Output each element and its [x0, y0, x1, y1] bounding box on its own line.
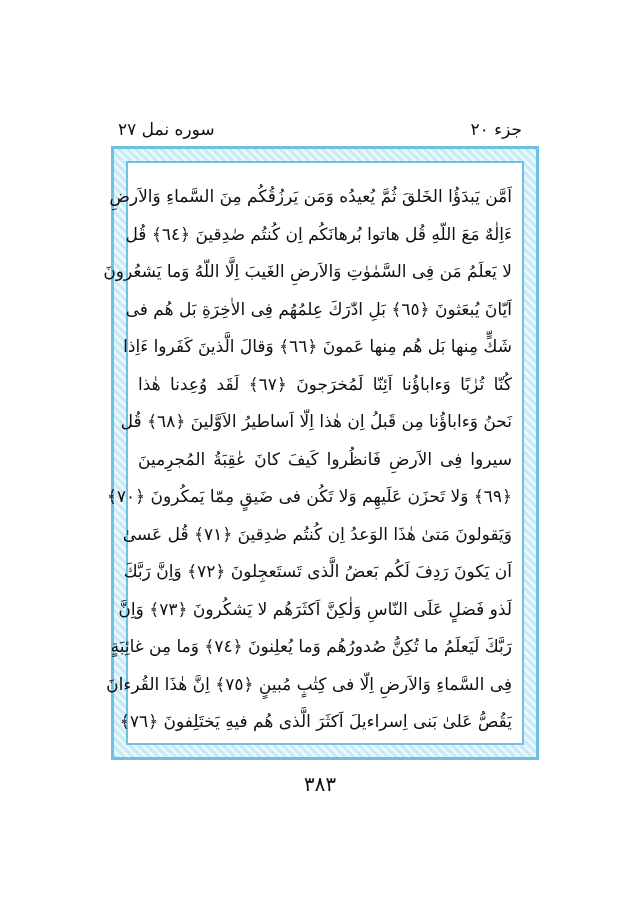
text-line: نَحنُ وَءاباؤُنا مِن قَبلُ اِن هٰذا اِلّا اَساطيرُ الاَوَّلينَ ﴿٦٨﴾ قُل [120, 412, 512, 432]
text-line: اَمَّن يَبدَؤُا الخَلقَ ثُمَّ يُعيدُه وَمَن يَرزُقُكُم مِنَ السَّماءِ وَالاَرضِ [109, 187, 512, 207]
text-line: لَذو فَضلٍ عَلَى النّاسِ وَلٰكِنَّ اَكثَرَهُم لا يَشكُرونَ ﴿٧٣﴾ وَاِنَّ [118, 599, 512, 620]
surah-label: سوره نمل ٢٧ [118, 120, 215, 140]
text-panel [103, 161, 524, 745]
text-line: كُنّا تُرٰبًا وَءاباؤُنا اَئِنّا لَمُخرَجونَ ﴿٦٧﴾ لَقَد وُعِدنا هٰذا [138, 374, 512, 395]
page-number: ٣٨٣ [303, 772, 337, 796]
juz-label: جزء ٢٠ [470, 120, 522, 140]
text-line: يَقُصُّ عَلىٰ بَنى اِسراءيلَ اَكثَرَ الَّذى هُم فيهِ يَختَلِفونَ ﴿٧٦﴾ [119, 712, 512, 732]
text-line: لا يَعلَمُ مَن فِى السَّمٰوٰتِ وَالاَرضِ الغَيبَ اِلَّا اللّهُ وَما يَشعُرونَ [103, 262, 512, 282]
decorative-frame [103, 146, 539, 760]
page-header [118, 118, 522, 142]
text-line: سيروا فِى الاَرضِ فَانظُروا كَيفَ كانَ عٰقِبَةُ المُجرِمينَ [138, 449, 512, 470]
text-line: شَكٍّ مِنها بَل هُم مِنها عَمونَ ﴿٦٦﴾ وَقالَ الَّذينَ كَفَروا ءَاِذا [123, 337, 512, 357]
text-line: رَبَّكَ لَيَعلَمُ ما تُكِنُّ صُدورُهُم وَما يُعلِنونَ ﴿٧٤﴾ وَما مِن غائِبَةٍ [110, 637, 512, 657]
text-line: ءَاِلٰهٌ مَعَ اللّهِ قُل هاتوا بُرهانَكُم اِن كُنتُم صٰدِقينَ ﴿٦٤﴾ قُل [125, 224, 512, 245]
text-line: اَن يَكونَ رَدِفَ لَكُم بَعضُ الَّذى تَستَعجِلونَ ﴿٧٢﴾ وَاِنَّ رَبَّكَ [123, 562, 512, 582]
text-line: ﴿٦٩﴾ وَلا تَحزَن عَلَيهِم وَلا تَكُن فى ضَيقٍ مِمّا يَمكُرونَ ﴿٧٠﴾ [106, 487, 512, 507]
quran-text [103, 179, 512, 733]
text-line: اَيّانَ يُبعَثونَ ﴿٦٥﴾ بَلِ ادّٰرَكَ عِلمُهُم فِى الاٰخِرَةِ بَل هُم فى [125, 299, 512, 320]
text-line: فِى السَّماءِ وَالاَرضِ اِلّا فى كِتٰبٍ مُبينٍ ﴿٧٥﴾ اِنَّ هٰذَا القُرءانَ [106, 674, 512, 695]
text-line: وَيَقولونَ مَتىٰ هٰذَا الوَعدُ اِن كُنتُم صٰدِقينَ ﴿٧١﴾ قُل عَسىٰ [122, 524, 512, 545]
